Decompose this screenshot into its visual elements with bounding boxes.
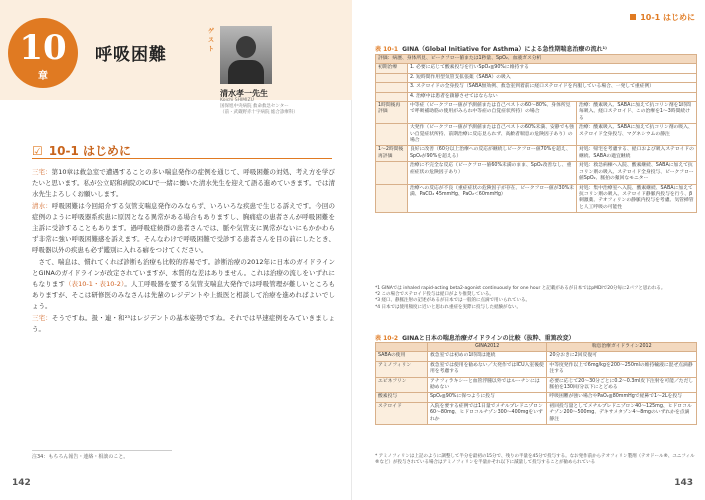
table2-col-japan: 喘息治療ガイドライン2012 xyxy=(547,343,697,352)
chapter-title: 呼吸困難 xyxy=(95,45,167,65)
table-row: ステロイド 入院を要する症例では1日量でメチルプレドニゾロン60～80mg、ヒドロコルチゾン300～400mgをいずれか 初回投与量としてメチルプレドニゾロン40～125mg、ヒドロコルチゾン200～500mg、デキサメタゾン4～8mgのいずれかを点滴静注 xyxy=(376,402,697,424)
table2-notes: * アミノフィリンは上記のように調整して半分を最初の15分で、残りの半量を45分で投与する。なお発作前からテオフィリン製剤（テオドール®、ユニフィル®など）が投与されている場合はアミノフィリンを半量かそれ以下に減量して投与することが勧められている xyxy=(375,454,695,466)
table-row: 1～2時間後再評価 良好に改善（60分以上治療への反応が継続しピークフロー値70%を超え、SpO₂が90%を超える） 対処：帰宅を考慮する、経口および吸入ステロイドの継続、SABAの適宜継続 xyxy=(376,146,697,162)
table-gina-flow xyxy=(375,54,697,213)
author-affiliation: Koichi SHIMIZU 国保旭中央病院 救命救急センター （前・武蔵野赤十字病院 総合診療科） xyxy=(220,98,298,115)
running-head: 10-1 はじめに xyxy=(630,12,695,23)
table2-col-gina: GINA2012 xyxy=(428,343,547,352)
table-row: 酸素投与 SpO₂≧90%に保つように投与 呼吸困難が強い場合やPaO₂≦80mmHgで経鼻で1～2Lを投与 xyxy=(376,393,697,402)
paragraph: 清水：呼吸困難は今回紹介する気管支喘息発作のみならず、いろいろな疾患で生じる訴えです。今回の症例のように呼吸器系疾患に原因となる異常がある場合もありますし、胸痛症の患者さんが呼吸困難を主訴に受診することもあります。過呼吸症候群の患者さんでは、脈や気管支に異常がないにもかかわらず非常に強い呼吸困難感を訴えます。そんなわけで呼吸困難で受診する患者さんを目の前にしたとき、呼吸器以外の疾患も必ず鑑別に入れる癖をつけてください。 xyxy=(32,201,335,255)
table-row: 1時間後再評価 中等症（ピークフロー値が予測値または自己ベストの60～80%、身体所見で呼吸補助筋の使用がみられ中等症の自覚症状所持）の場合 治療：酸素吸入、SABAに加えて抗コリン剤を1時間毎吸入、経口ステロイド、この治療を1～3時間続ける xyxy=(376,102,697,124)
table1-caption: 表 10-1 GINA（Global Initiative for Asthma）による急性期喘息治療の流れ¹⁾ xyxy=(375,46,607,53)
body-text xyxy=(32,167,335,335)
page-number-right: 143 xyxy=(674,478,693,488)
table-row: 3. ステロイドの全身投与（SABA無効例、救急室到着前に経口ステロイドを内服している場合、一発して重症例） xyxy=(376,83,697,92)
paragraph: 三宅：そうですね。扱・連・和²³はレジデントの基本姿勢ですね。それでは早速症例をみていきましょう。 xyxy=(32,313,336,333)
table-guideline-compare xyxy=(375,342,697,425)
table-row: SABAの使用 救急室では初めの1時間は連続 20分おきに2回反復可 xyxy=(376,352,697,361)
footnote: 注34：もちろん報告・連絡・相談のこと。 xyxy=(32,450,172,460)
table-row: エピネフリン アナフィラキシーと血管浮腫以外ではルーチンには勧めない 必要に応じて20～30分ごとに0.2～0.3ml皮下注射を可能／ただし脈拍を130回/分以下にとどめる xyxy=(376,377,697,393)
table2-caption: 表 10-2 GINAと日本の喘息治療ガイドラインの比較（抜粋、重篤改変） xyxy=(375,335,575,342)
paragraph: 三宅：第10章は救急室で遭遇することの多い喘息発作の症例を通じて、呼吸困難の対処、考え方を学びたいと思います。私が公立昭和病院のICUで一緒に働いた清水先生を迎えて語る進めていきます。では清水先生よろしくお願いします。 xyxy=(32,168,335,199)
left-page xyxy=(0,0,352,500)
table1-notes: *1 GINAでは inhaled rapid-acting beta2-agonist continuously for one hour と記載があるが日本ではpMDIで20分毎に2パフと思われる。 *2 この場合でステロイド投与は経口がより推奨している。 *3 経口、静脈注射の記述があるが日本では一般的に点滴で用いられている。 *4 日本では使用頻度に近いと思われ重症を実際に投与した経験がない。 xyxy=(375,286,666,310)
right-page xyxy=(353,0,705,500)
table-row: 治療に不完全な反応（ピークフロー値60%未満のまま、SpO₂改善なし、重症症状の危険因子あり） 対処：救急病棟へ入院、酸素継続、SABAに加えて抗コリン剤の吸入、ステロイド全身投与、ピークフロー値SpO₂、脈拍の頻回なモニター xyxy=(376,162,697,184)
page-number-left: 142 xyxy=(12,478,31,488)
paragraph: さて、喘息は、慣れてくれば診断も治療も比較的容易です。診断治療の2012年に日本のガイドラインとGINAのガイドラインが改定されていますが、本質的な差はありません。これは治療の流しをいずれにもなります（表10-1・表10-2）。人工呼吸器を要する気管支喘息大発作では呼吸管理が難しいところもありますが、そこは研修医のみなさんは先輩のレジデントや上級医と相談して治療を進めればよいでしょう。 xyxy=(32,257,336,311)
table1-header: 評価：病歴、身体所見、ピークフロー値または1秒量、SpO₂、血液ガス分析 xyxy=(376,55,697,64)
table-row: 4. 治療中は患者を鎮静させてはならない xyxy=(376,92,697,101)
table-row: 初期治療 1. 必要に応じて酸素投与を行いSpO₂≧90%に維持する xyxy=(376,64,697,73)
author-photo xyxy=(220,26,272,84)
checkmark-icon: ☑ xyxy=(32,144,43,158)
chapter-number: 10 xyxy=(19,28,67,68)
guest-tag: ゲスト xyxy=(208,28,215,53)
section-divider xyxy=(32,158,332,159)
table-row: 大発作（ピークフロー値が予測値または自己ベストの60%未満、安静でも強い自覚症状所持、前期治療に反応見られず、高齢者喘息の危険因子あり）の場合 治療：酸素吸入、SABAに加えて抗コリン剤の吸入、ステロイド全身投与、マグネシウムの静注 xyxy=(376,124,697,146)
section-heading: ☑ 10-1 はじめに xyxy=(32,144,131,158)
table-row: アミノフィリン 救急室では使用を勧めない／大発作ではICU入室後使用を考慮する 中等度発作以上で6mg/kgを200～250mlの維持輸液に混ぜ点滴静注する xyxy=(376,361,697,377)
author-name: 清水孝一先生 xyxy=(220,89,268,98)
chapter-badge xyxy=(8,18,78,88)
chapter-label: 章 xyxy=(38,71,48,82)
table-row: 2. 短時間作用型気管支拡張薬（SABA）の吸入 xyxy=(376,73,697,82)
table-row: 治療への反応が不良（重症症状の危険因子が存在、ピークフロー値が30%未満、PaCO₂ 45mmHg、PaO₂＜60mmHg） 対処：集中治療室へ入院、酸素継続、SABAに加えて抗コリン剤の吸入、ステロイド静脈内投与を行う、β刺激薬、テオフィリンの静脈内投与を考慮、気管挿管と人工呼吸の可能性 xyxy=(376,184,697,213)
